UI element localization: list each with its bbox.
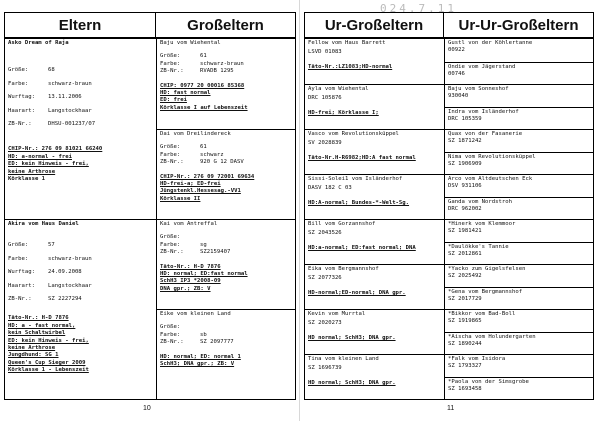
- registry-number: SZ 2043526: [308, 230, 342, 237]
- field-row: Wurftag: 13.11.2006: [8, 94, 82, 101]
- health-line: Queen's Cup Sieger 2009: [8, 359, 86, 366]
- health-line: Körklasse 1: [8, 176, 46, 183]
- parent-cell-sire: [5, 39, 156, 219]
- health-line: Täto-Nr.: H-D 7876: [8, 315, 69, 322]
- grandparent-cell: [157, 219, 295, 309]
- health-line: HD-frei; Körklasse I;: [308, 109, 379, 116]
- health-line: Körklasse 1 - Lebenszeit: [8, 367, 89, 374]
- field-row: ZB-Nr.: SZ 2227294: [8, 296, 82, 303]
- great-great-grandparent-cell: [445, 377, 593, 400]
- right-grid: [304, 38, 594, 400]
- field-row: Größe:: [160, 234, 181, 241]
- field-row: Farbe: schwarz: [160, 151, 224, 158]
- health-line: Täto-Nr.H-R6982;HD:A fast normal: [308, 154, 416, 161]
- ancestor-name: Eika vom Bergmannshof: [308, 266, 379, 272]
- health-line: HD: a-normal - frei: [8, 153, 72, 160]
- field-row: Farbe: sg: [160, 241, 207, 248]
- ancestor-name: Bill vom Gorzannshof: [308, 221, 376, 227]
- field-row: Farbe: schwarz-braun: [8, 255, 92, 262]
- great-great-grandparent-cell: [445, 354, 593, 377]
- parent-cell-dam: [5, 219, 156, 399]
- ancestor-name: Nima vom Revolutionsküppel: [448, 153, 536, 160]
- grandparent-cell: [157, 309, 295, 399]
- ancestor-name: *Falk vom Isidora: [448, 356, 506, 362]
- great-great-grandparent-cell: [445, 332, 593, 355]
- grandparent-cell: [157, 39, 295, 129]
- header-eltern: Eltern: [4, 12, 156, 38]
- registry-number: SZ 2012861: [448, 250, 482, 257]
- health-line: Täto-Nr.:LZ1083;HD-normal: [308, 63, 393, 70]
- ancestor-name: Ayla vom Wiehental: [308, 86, 369, 92]
- field-row: ZB-Nr.: RVADB 1295: [160, 68, 234, 75]
- great-grandparent-cell: [305, 354, 444, 399]
- registry-number: SZ 1919865: [448, 318, 482, 325]
- health-line: kein Schaltwirbel: [8, 330, 66, 337]
- right-page: [300, 0, 600, 421]
- health-line: CHIP-Nr.: 276 09 72001 69634: [160, 173, 255, 180]
- field-row: Farbe: schwarz-braun: [160, 60, 244, 67]
- field-row: Haarart: Langstockhaar: [8, 107, 92, 114]
- field-row: ZB-Nr.: SZ2159407: [160, 249, 231, 256]
- health-line: HD:A-normal; Bundes-*-Welt-Sg.: [308, 199, 410, 206]
- health-line: keine Arthrose: [8, 168, 56, 175]
- ancestor-name: Baju vom Sonneshof: [448, 86, 509, 92]
- field-row: ZB-Nr.: 920 G 12 DASV: [160, 159, 244, 166]
- grandparent-cell: [157, 129, 295, 219]
- health-line: HD normal; SchH3; DNA gpr.: [308, 334, 396, 341]
- registry-number: SV 2028839: [308, 140, 342, 147]
- great-great-grandparent-cell: [445, 39, 593, 62]
- registry-number: DRC 962002: [448, 205, 482, 212]
- ancestor-name: *Yacko zum Gigelsfelsen: [448, 266, 526, 272]
- field-row: Größe: 61: [160, 53, 207, 60]
- ancestor-name: Ganda vom Nordstroh: [448, 198, 512, 205]
- health-line: CHIP-Nr.: 276 09 81021 66240: [8, 146, 103, 153]
- health-line: ED: frei: [160, 97, 187, 104]
- health-line: HD: normal; ED:fast normal: [160, 271, 248, 278]
- ancestor-name: Sissi-Solei1 vom Isländerhof: [308, 176, 403, 182]
- field-row: Größe:: [160, 324, 181, 331]
- great-great-grandparent-cell: [445, 84, 593, 107]
- great-great-grandparent-cell: [445, 197, 593, 220]
- ancestor-name: Kevin vom Murrtal: [308, 311, 366, 317]
- field-row: Farbe: sb: [160, 331, 207, 338]
- ancestor-name: Gustl von der Köhlertanne: [448, 40, 533, 46]
- ancestor-name: Tina vom kleinen Land: [308, 356, 379, 362]
- great-grandparent-cell: [305, 219, 444, 264]
- registry-number: SZ 2020273: [308, 320, 342, 327]
- ancestor-name: Quax von der Fasanerie: [448, 131, 523, 137]
- great-great-grandparent-cell: [445, 242, 593, 265]
- ancestor-name: *Daulökke's Tannie: [448, 243, 509, 250]
- great-great-grandparent-cell: [445, 152, 593, 175]
- ancestor-name: *Aischa vom Holundergarten: [448, 333, 536, 340]
- stamp-number: 024.7.11: [380, 2, 457, 15]
- page-number-left: 10: [143, 405, 151, 412]
- parent-name: Asko Dream of Raja: [8, 40, 69, 46]
- registry-number: LSVD 01083: [308, 49, 342, 56]
- field-row: Wurftag: 24.09.2008: [8, 269, 82, 276]
- ancestor-name: Fellow vom Haus Barrett: [308, 40, 386, 46]
- ancestor-name: Indra vom Isländerhof: [448, 108, 519, 115]
- health-line: HD: normal; ED: normal 1: [160, 353, 241, 360]
- ancestor-name: *Bikkor vom Bad-Boll: [448, 311, 516, 317]
- health-line: DNA gpr.; ZB: V: [160, 285, 211, 292]
- field-row: Größe: 68: [8, 67, 55, 74]
- registry-number: DRC 105359: [448, 115, 482, 122]
- registry-number: SZ 1693458: [448, 385, 482, 392]
- great-grandparent-cell: [305, 84, 444, 129]
- great-great-grandparent-cell: [445, 107, 593, 130]
- registry-number: SZ 2077326: [308, 275, 342, 282]
- registry-number: DASV 182 C 03: [308, 185, 352, 192]
- field-row: Haarart: Langstockhaar: [8, 282, 92, 289]
- registry-number: SZ 1793327: [448, 363, 482, 370]
- field-row: ZB-Nr.: SZ 2097777: [160, 339, 234, 346]
- field-row: Größe: 61: [160, 144, 207, 151]
- ancestor-name: *Hinerk vom Klemmoor: [448, 221, 516, 227]
- great-grandparent-cell: [305, 39, 444, 84]
- health-line: Jüngstenkl.Hessesag.-VV1: [160, 188, 241, 195]
- header-urgrosseltern: Ur-Großeltern: [304, 12, 444, 38]
- page-number-right: 11: [447, 405, 455, 412]
- field-row: ZB-Nr.: DHSU-001237/07: [8, 121, 96, 128]
- ancestor-name: Ondie vom Jägerstand: [448, 63, 516, 70]
- great-grandparent-cell: [305, 129, 444, 174]
- great-great-grandparent-cell: [445, 62, 593, 85]
- registry-number: SZ 1696739: [308, 365, 342, 372]
- health-line: HD-normal;ED-normal; DNA gpr.: [308, 289, 406, 296]
- health-line: HD-frei-a; ED-frei: [160, 181, 221, 188]
- registry-number: DSV 931106: [448, 183, 482, 190]
- health-line: Körklasse II: [160, 195, 201, 202]
- header-ururgrosseltern: Ur-Ur-Großeltern: [444, 12, 594, 38]
- registry-number: 00922: [448, 47, 465, 54]
- health-line: Körklasse I auf Lebenszeit: [160, 104, 248, 111]
- great-great-grandparent-cell: [445, 309, 593, 332]
- great-grandparent-cell: [305, 174, 444, 219]
- field-row: Größe: 57: [8, 242, 55, 249]
- health-line: CHIP: 0977 20 00016 85368: [160, 82, 245, 89]
- health-line: HD: fast normal: [160, 90, 211, 97]
- health-line: ED: kein Hinweis - frei,: [8, 337, 89, 344]
- registry-number: SZ 2025492: [448, 273, 482, 280]
- registry-number: SZ 2017729: [448, 295, 482, 302]
- parent-name: Akira vom Haus Daniel: [8, 221, 79, 227]
- header-grosseltern: Großeltern: [156, 12, 296, 38]
- ancestor-name: *Paola von der Simsgrobe: [448, 378, 529, 385]
- health-line: keine Arthrose: [8, 345, 56, 352]
- field-row: Farbe: schwarz-braun: [8, 80, 92, 87]
- health-line: Jungdhund: SG 1: [8, 352, 59, 359]
- health-line: HD normal; SchH3; DNA gpr.: [308, 379, 396, 386]
- registry-number: SZ 1906909: [448, 160, 482, 167]
- grandparent-name: Eike vom kleinen Land: [160, 311, 231, 317]
- registry-number: 930040: [448, 93, 469, 100]
- ancestor-name: Vasco vom Revolutionsküppel: [308, 131, 399, 137]
- left-grid: [4, 38, 296, 400]
- great-great-grandparent-cell: [445, 287, 593, 310]
- health-line: HD:a-normal; ED:fast normal; DNA: [308, 244, 416, 251]
- registry-number: 00746: [448, 70, 465, 77]
- great-grandparent-cell: [305, 309, 444, 354]
- great-grandparent-cell: [305, 264, 444, 309]
- health-line: SchH3 IP3 *2008-09: [160, 278, 221, 285]
- grandparent-name: Dai vom Dreilindereck: [160, 131, 231, 137]
- great-great-grandparent-cell: [445, 129, 593, 152]
- health-line: SchH3; DNA gpr.; ZB: V: [160, 361, 235, 368]
- health-line: Täto-Nr.: H-D 7876: [160, 263, 221, 270]
- great-great-grandparent-cell: [445, 264, 593, 287]
- great-great-grandparent-cell: [445, 219, 593, 242]
- registry-number: DRC 105876: [308, 95, 342, 102]
- ancestor-name: Arco vom Altdeutschen Eck: [448, 176, 533, 182]
- grandparent-name: Baju vom Wiehental: [160, 40, 221, 46]
- registry-number: SZ 1981421: [448, 228, 482, 235]
- ancestor-name: *Gena vom Bergmannshof: [448, 288, 523, 295]
- health-line: HD: a - fast normal,: [8, 322, 76, 329]
- great-great-grandparent-cell: [445, 174, 593, 197]
- grandparent-name: Kai vom Antreffal: [160, 221, 218, 227]
- health-line: ED: kein Hinweis - frei,: [8, 161, 89, 168]
- registry-number: SZ 1871242: [448, 138, 482, 145]
- registry-number: SZ 1890244: [448, 340, 482, 347]
